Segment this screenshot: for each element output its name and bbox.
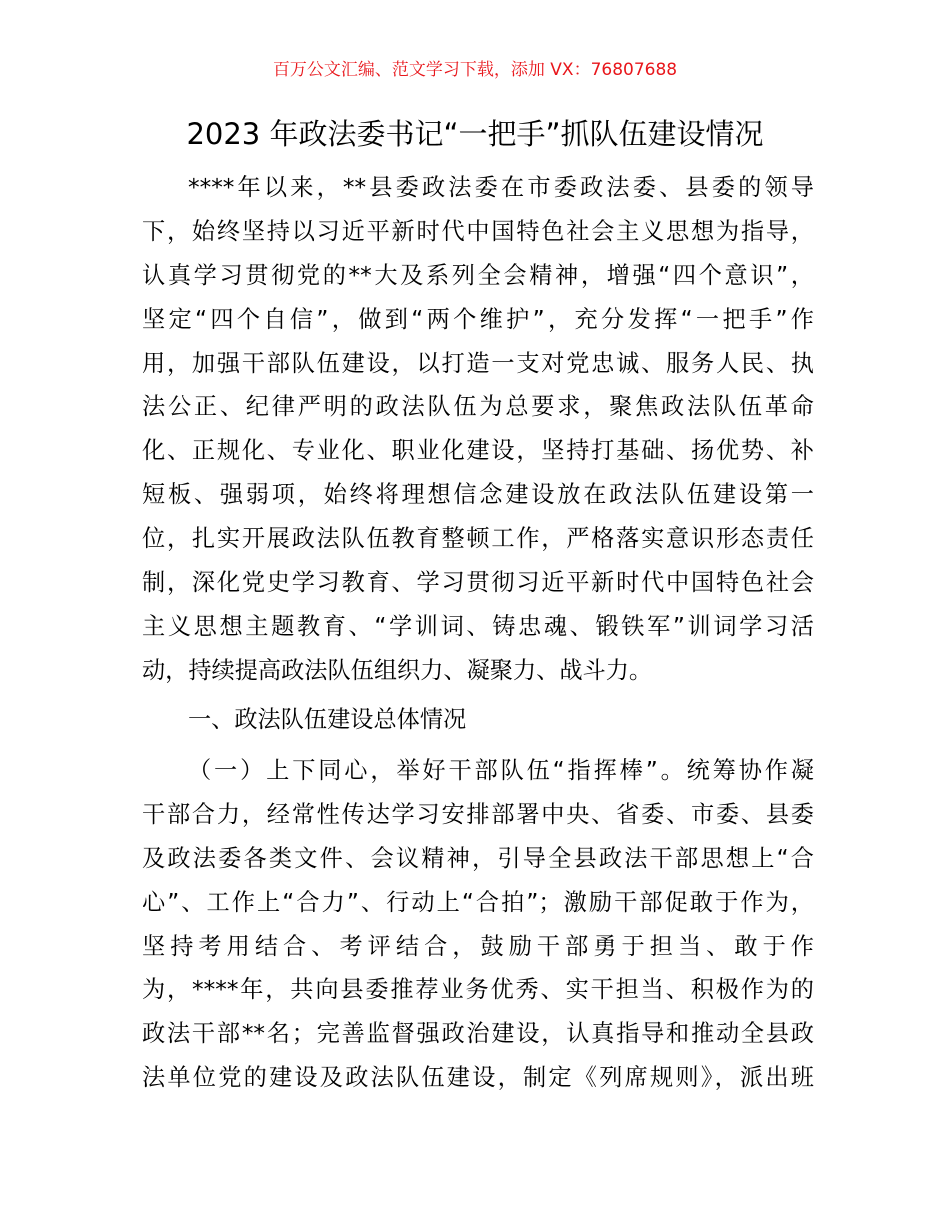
paragraph-line: 坚持考用结合、考评结合，鼓励干部勇于担当、敢于作: [142, 932, 814, 960]
paragraph-line: 下，始终坚持以习近平新时代中国特色社会主义思想为指导，: [142, 217, 814, 245]
section-heading: 一、政法队伍建设总体情况: [188, 706, 467, 733]
paragraph-line: 短板、强弱项，始终将理想信念建设放在政法队伍建设第一: [142, 481, 814, 509]
paragraph-line: 及政法委各类文件、会议精神，引导全县政法干部思想上“合: [142, 844, 814, 872]
paragraph-line: ****年以来，**县委政法委在市委政法委、县委的领导: [188, 174, 814, 201]
paragraph-line: 化、正规化、专业化、职业化建设，坚持打基础、扬优势、补: [142, 437, 814, 465]
paragraph-line: 为，****年，共向县委推荐业务优秀、实干担当、积极作为的: [142, 976, 814, 1004]
paragraph-line: 坚定“四个自信”，做到“两个维护”，充分发挥“一把手”作: [142, 305, 814, 333]
paragraph-line: 位，扎实开展政法队伍教育整顿工作，严格落实意识形态责任: [142, 525, 814, 553]
header-banner: 百万公文汇编、范文学习下载，添加 VX：76807688: [272, 60, 678, 80]
paragraph-line: 政法干部**名；完善监督强政治建设，认真指导和推动全县政: [142, 1020, 814, 1048]
paragraph-line: 法单位党的建设及政法队伍建设，制定《列席规则》，派出班: [142, 1064, 814, 1092]
paragraph-line: 法公正、纪律严明的政法队伍为总要求，聚焦政法队伍革命: [142, 393, 814, 421]
paragraph-line: 干部合力，经常性传达学习安排部署中央、省委、市委、县委: [142, 800, 814, 828]
paragraph-line: 制，深化党史学习教育、学习贯彻习近平新时代中国特色社会: [142, 569, 814, 597]
paragraph-line: 用，加强干部队伍建设，以打造一支对党忠诚、服务人民、执: [142, 349, 814, 377]
paragraph-line: 主义思想主题教育、“学训词、铸忠魂、锻铁军”训词学习活: [142, 612, 814, 640]
section1-paragraph: [142, 749, 814, 1100]
document-title: 2023 年政法委书记“一把手”抓队伍建设情况: [186, 117, 764, 151]
paragraph-line: 认真学习贯彻党的**大及系列全会精神，增强“四个意识”，: [142, 261, 814, 289]
paragraph-line: 心”、工作上“合力”、行动上“合拍”；激励干部促敢于作为，: [142, 888, 814, 916]
intro-paragraph: [142, 166, 814, 693]
paragraph-line: （一）上下同心，举好干部队伍“指挥棒”。统筹协作凝: [188, 757, 814, 784]
paragraph-line: 动，持续提高政法队伍组织力、凝聚力、战斗力。: [142, 656, 653, 684]
